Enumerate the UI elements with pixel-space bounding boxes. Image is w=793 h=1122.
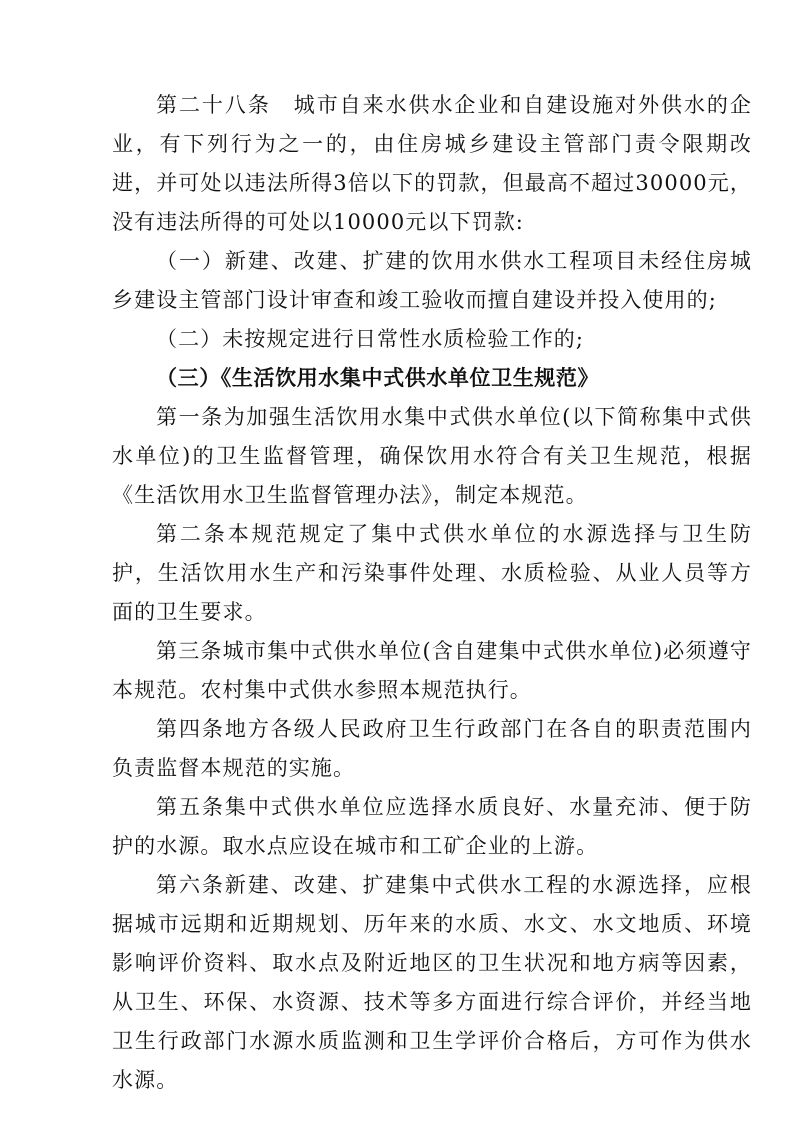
article-6-paragraph: 第六条新建、改建、扩建集中式供水工程的水源选择，应根据城市远期和近期规划、历年来的水质、水文、水文地质、环境影响评价资料、取水点及附近地区的卫生状况和地方病等因素，从卫生、环保、水资源、技术等多方面进行综合评价，并经当地卫生行政部门水源水质监测和卫生学评价合格后，方可作为供水水源。 <box>112 873 752 1092</box>
article-3-paragraph: 第三条城市集中式供水单位(含自建集中式供水单位)必须遵守本规范。农村集中式供水参照本规范执行。 <box>112 639 752 702</box>
document-body <box>112 86 752 1100</box>
article-2-paragraph: 第二条本规范规定了集中式供水单位的水源选择与卫生防护，生活饮用水生产和污染事件处理、水质检验、从业人员等方面的卫生要求。 <box>112 522 752 624</box>
section-3-heading: （三）《生活饮用水集中式供水单位卫生规范》 <box>156 366 600 390</box>
article-4-paragraph: 第四条地方各级人民政府卫生行政部门在各自的职责范围内负责监督本规范的实施。 <box>112 717 752 780</box>
item-1-paragraph: （一）新建、改建、扩建的饮用水供水工程项目未经住房城乡建设主管部门设计审查和竣工验收而擅自建设并投入使用的; <box>112 249 752 312</box>
article-1-paragraph: 第一条为加强生活饮用水集中式供水单位(以下简称集中式供水单位)的卫生监督管理，确保饮用水符合有关卫生规范，根据《生活饮用水卫生监督管理办法》，制定本规范。 <box>112 405 752 507</box>
article-28-paragraph: 第二十八条 城市自来水供水企业和自建设施对外供水的企业，有下列行为之一的，由住房城乡建设主管部门责令限期改进，并可处以违法所得3倍以下的罚款，但最高不超过30000元，没有违法所得的可处以10000元以下罚款: <box>112 93 752 234</box>
item-2-paragraph: （二）未按规定进行日常性水质检验工作的; <box>156 327 585 351</box>
article-5-paragraph: 第五条集中式供水单位应选择水质良好、水量充沛、便于防护的水源。取水点应设在城市和工矿企业的上游。 <box>112 795 752 858</box>
